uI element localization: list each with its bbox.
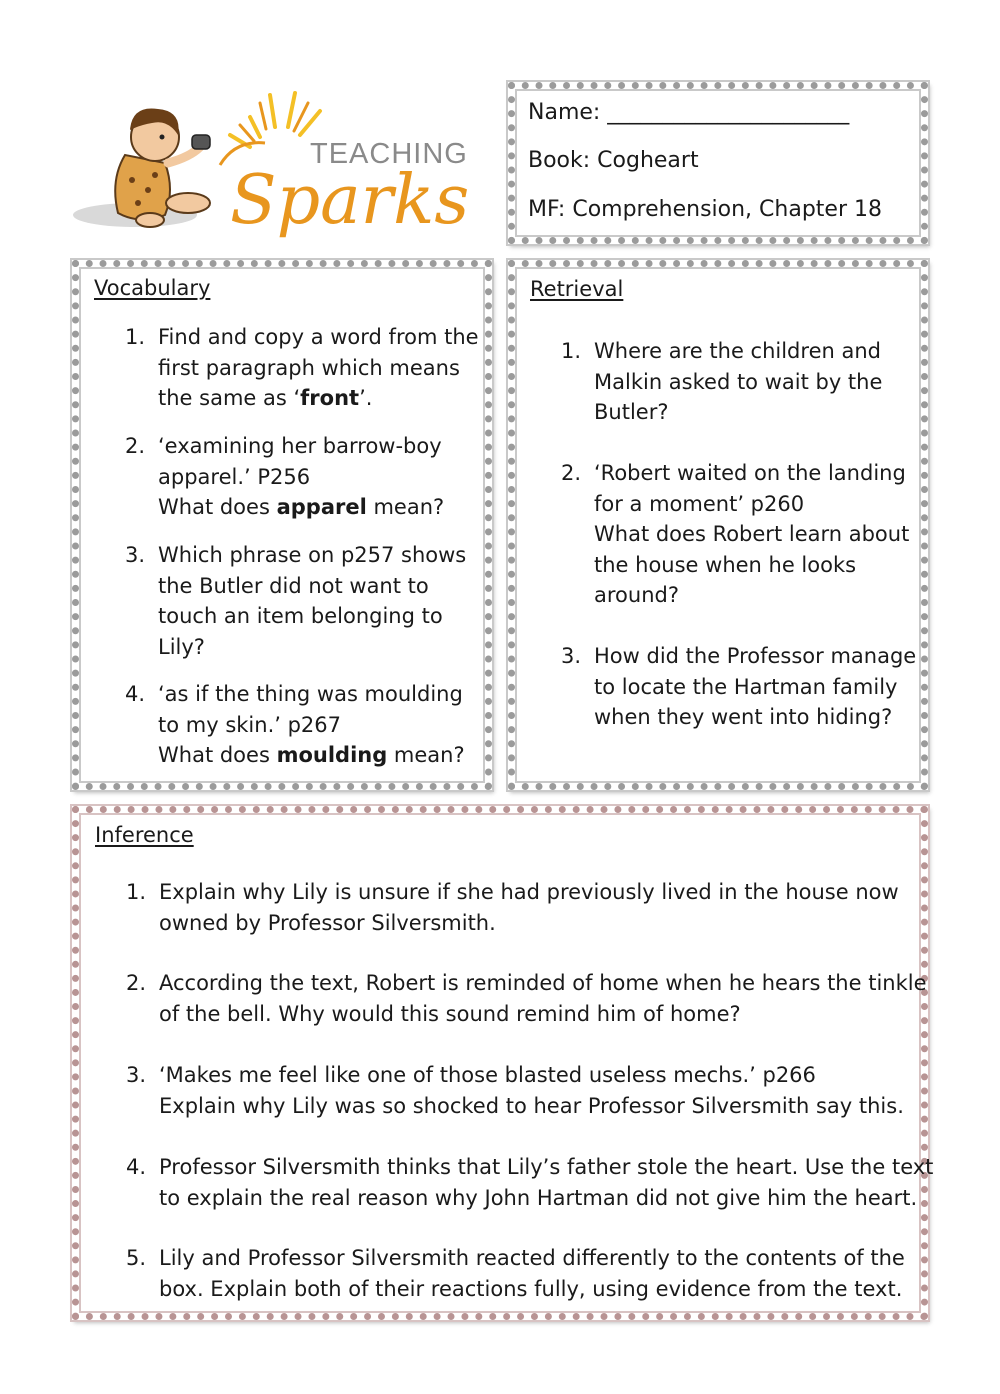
question-line: Explain why Lily was so shocked to hear Professor Silversmith say this. [159,1093,904,1118]
question-line: ’. [359,386,373,410]
question-line: Explain why Lily is unsure if she had previously lived in the house now [159,880,899,904]
question-line: How did the Professor manage [594,644,917,668]
question-line: owned by Professor Silversmith. [159,910,496,935]
question-number: 3. [125,543,146,567]
retrieval-heading: Retrieval [530,277,624,301]
question-line: mean? [366,495,445,519]
vocabulary-heading: Vocabulary [94,276,211,300]
question-number: 4. [126,1155,147,1179]
teaching-sparks-logo [70,85,470,245]
question-number: 2. [125,434,146,458]
mf-subtitle: MF: Comprehension, Chapter 18 [528,197,882,222]
question-line: Find and copy a word from the [158,325,479,349]
question-line: around? [594,583,679,607]
question-line: ‘Makes me feel like one of those blasted useless mechs.’ p266 [159,1063,816,1087]
question-line: box. Explain both of their reactions fully, using evidence from the text. [159,1276,903,1301]
question-number: 1. [561,339,582,363]
question-line: the Butler did not want to [158,573,429,598]
question-line: apparel.’ P256 [158,464,311,489]
question-line: Malkin asked to wait by the [594,369,883,394]
question-number: 4. [125,682,146,706]
question-line: ‘examining her barrow-boy [158,434,442,458]
question-line: the same as ‘ [158,386,301,410]
inference-heading: Inference [95,823,194,847]
question-number: 5. [126,1246,147,1270]
question-number: 1. [126,880,147,904]
question-line: ‘Robert waited on the landing [594,461,906,485]
question-line: touch an item belonging to [158,604,443,628]
question-line: for a moment’ p260 [594,491,805,516]
question-number: 3. [561,644,582,668]
question-line: Lily? [158,634,205,659]
logo-teaching-text: TEACHING [310,138,468,170]
name-field[interactable]: Name: ______________________ [528,100,850,125]
question-line: Professor Silversmith thinks that Lily’s father stole the heart. Use the text [159,1155,934,1179]
question-line: to locate the Hartman family [594,674,898,699]
question-line: first paragraph which means [158,355,460,380]
question-line: Butler? [594,400,669,424]
logo-sparks-text: Sparks [230,161,470,240]
question-line: Where are the children and [594,339,881,363]
question-line: What does Robert learn about [594,522,910,546]
question-line: mean? [387,743,465,767]
question-line: to explain the real reason why John Hartman did not give him the heart. [159,1185,918,1210]
question-line: to my skin.’ p267 [158,712,342,737]
question-line: Lily and Professor Silversmith reacted differently to the contents of the [159,1246,905,1270]
question-number: 2. [561,461,582,485]
caveman-mascot-icon [70,85,470,245]
question-line: What does [158,743,277,767]
question-line: Which phrase on p257 shows [158,543,467,567]
question-number: 1. [125,325,146,349]
question-line: What does [158,495,277,519]
question-number: 3. [126,1063,147,1087]
question-line: ‘as if the thing was moulding [158,682,463,706]
target-word: moulding [276,743,388,767]
question-line: of the bell. Why would this sound remind him of home? [159,1001,741,1026]
question-line: According the text, Robert is reminded of home when he hears the tinkle [159,971,927,995]
book-title: Book: Cogheart [528,148,699,173]
question-number: 2. [126,971,147,995]
target-word: front [300,386,360,410]
question-line: when they went into hiding? [594,705,893,729]
question-line: the house when he looks [594,552,857,577]
target-word: apparel [276,495,367,519]
